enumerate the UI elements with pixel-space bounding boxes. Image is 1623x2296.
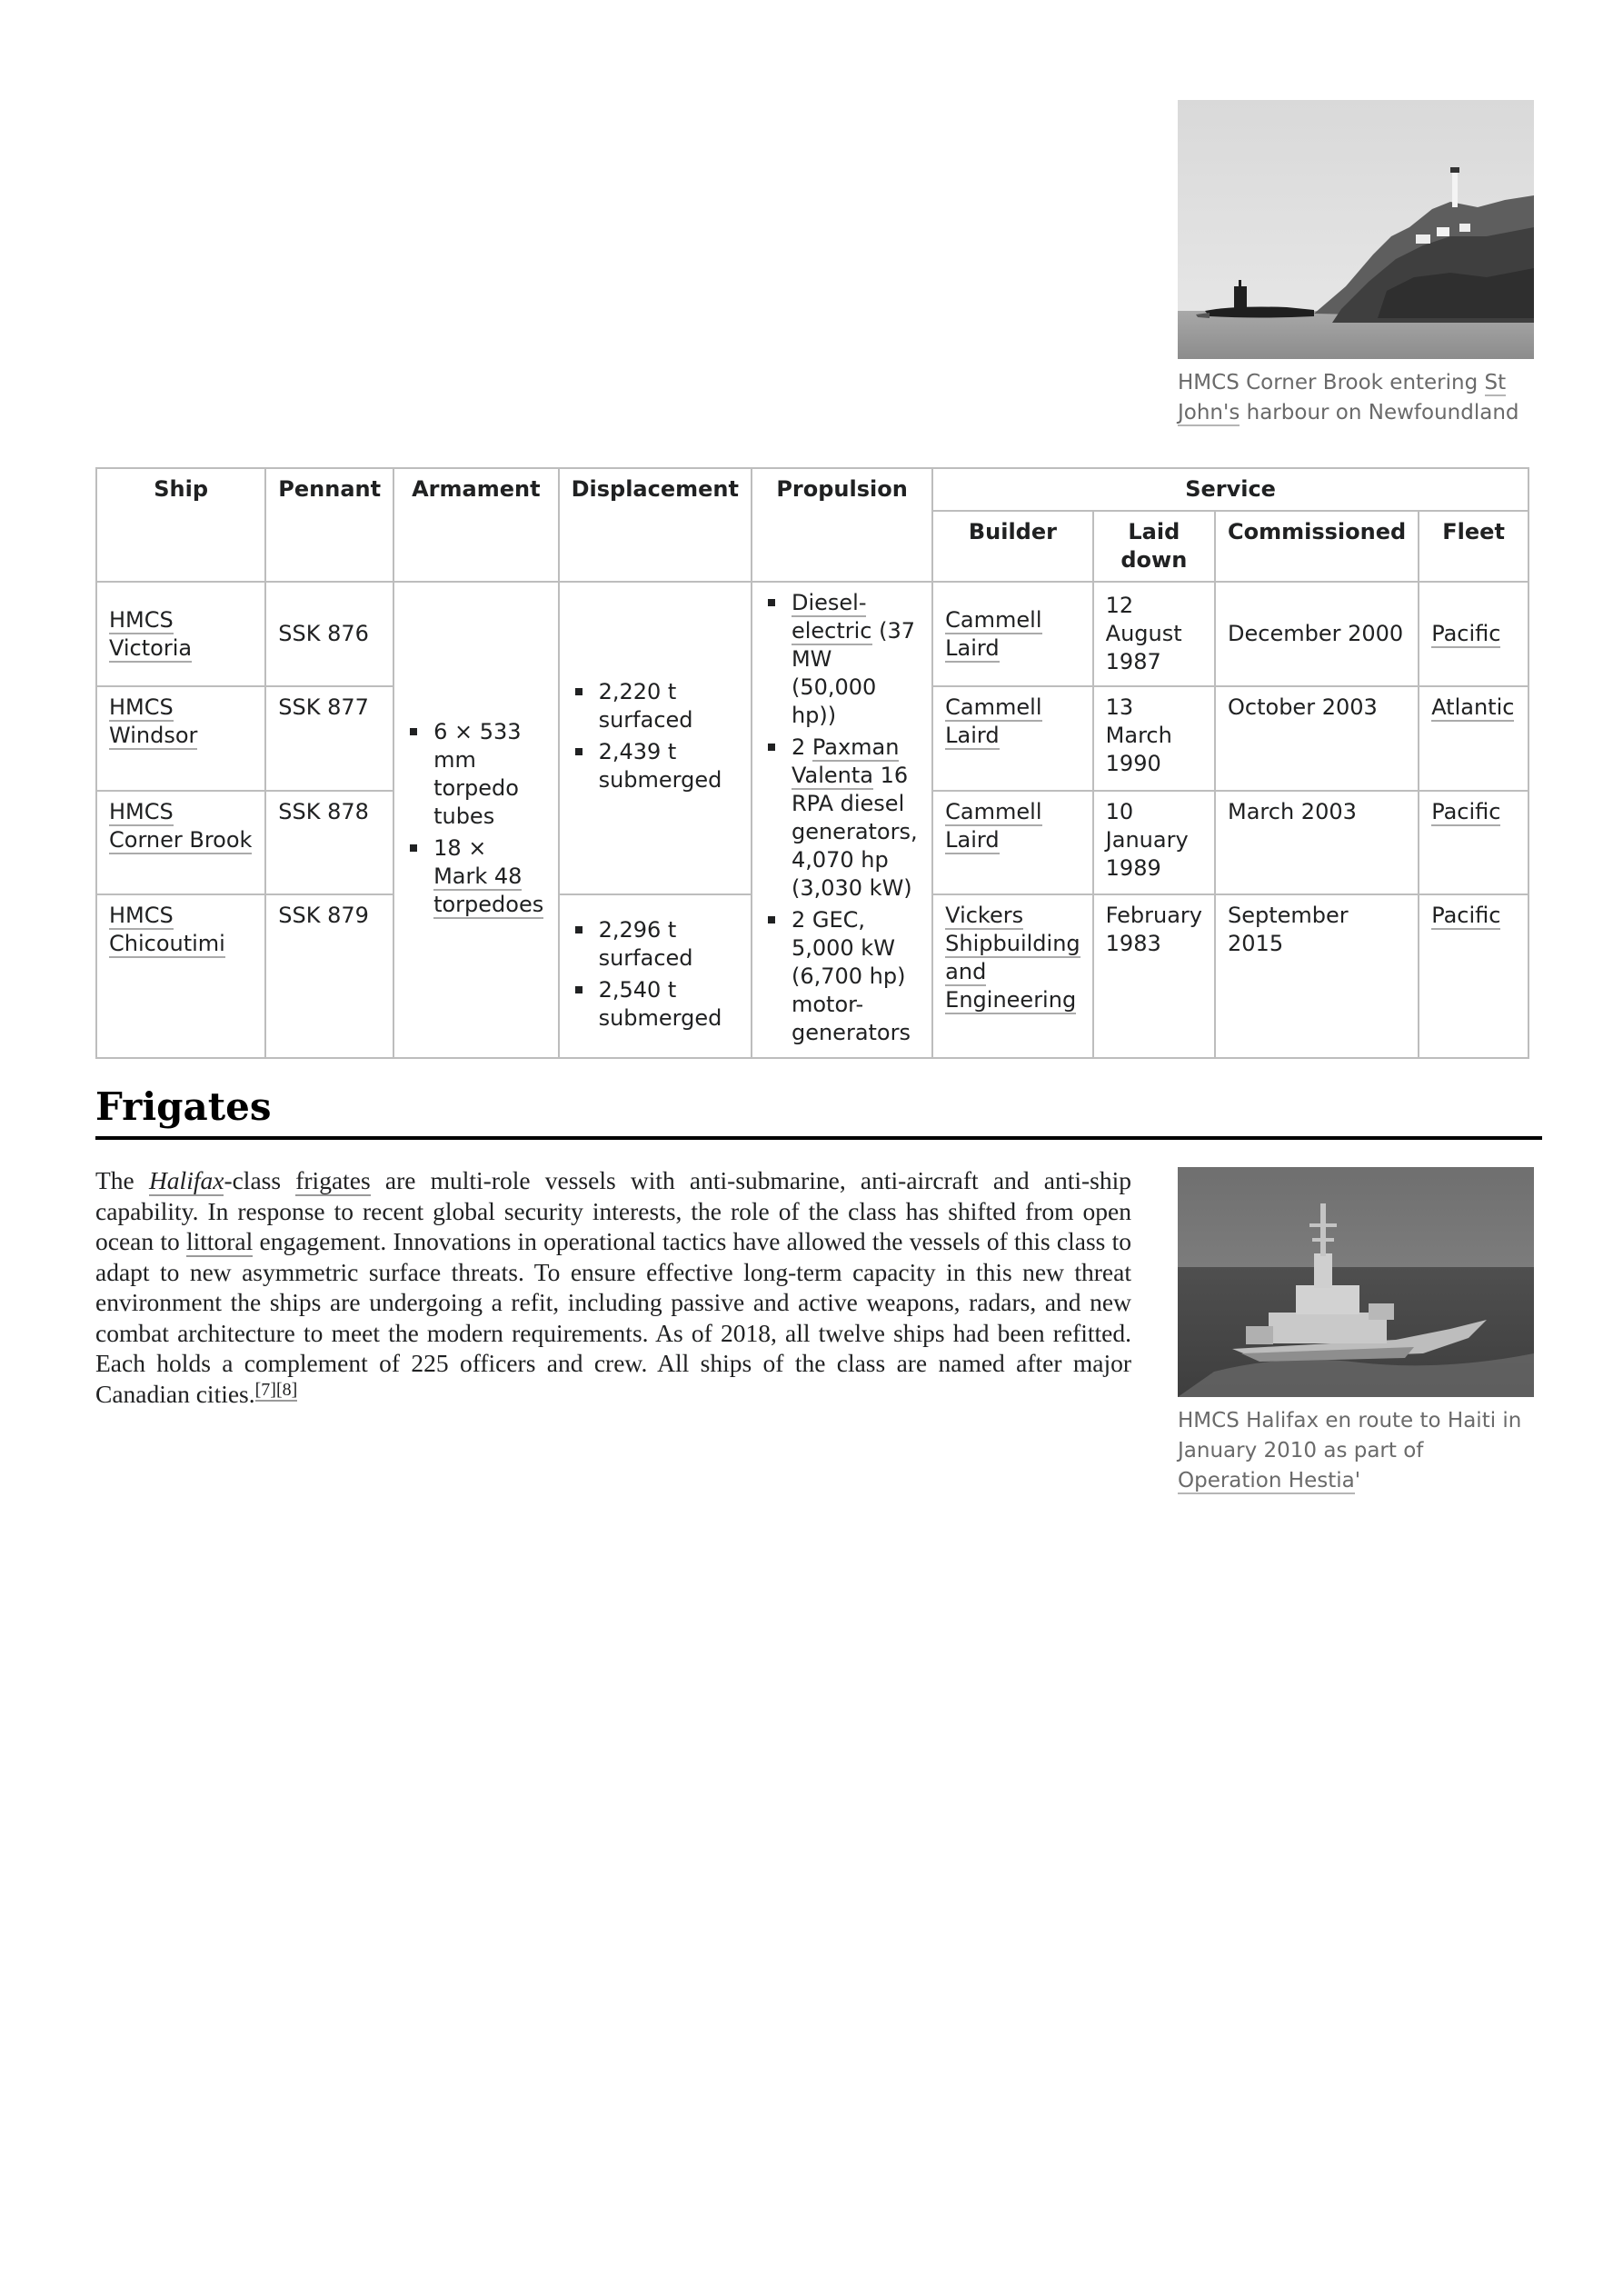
fleet-link[interactable]: Atlantic [1431, 694, 1515, 721]
displacement-list [572, 678, 739, 794]
frigate-photo[interactable] [1178, 1167, 1534, 1397]
builder-cell [932, 791, 1092, 894]
header-pennant: Pennant [265, 468, 393, 582]
figure-halifax [1178, 1167, 1534, 1496]
header-builder: Builder [932, 511, 1092, 582]
ship-cell [96, 791, 265, 894]
fleet-cell [1419, 582, 1528, 686]
fleet-link[interactable]: Pacific [1431, 902, 1501, 928]
list-item: 2,296 t surfaced [599, 916, 739, 973]
propulsion-text: (37 MW (50,000 hp)) [791, 618, 916, 728]
reference-link[interactable]: [7] [254, 1379, 276, 1400]
ship-link[interactable]: HMCS Victoria [109, 606, 193, 661]
figure-corner-brook [1178, 100, 1534, 428]
pennant-cell: SSK 878 [265, 791, 393, 894]
frigates-link[interactable]: frigates [295, 1166, 371, 1194]
commissioned-cell: September 2015 [1215, 894, 1419, 1058]
propulsion-text: 2 [791, 734, 812, 760]
caption-text-end: harbour on Newfoundland [1240, 401, 1519, 424]
reference-link[interactable]: [8] [275, 1379, 298, 1400]
figure-caption [1178, 368, 1534, 428]
header-commissioned: Commissioned [1215, 511, 1419, 582]
section-heading-frigates: Frigates [95, 1083, 1542, 1140]
builder-link[interactable]: Cammell Laird [945, 606, 1042, 661]
laid-down-cell: 12 August 1987 [1093, 582, 1215, 686]
header-fleet: Fleet [1419, 511, 1528, 582]
table-row [96, 582, 1528, 686]
propulsion-text: 16 RPA diesel generators, 4,070 hp (3,030 kW) [791, 763, 918, 901]
ship-cell [96, 686, 265, 790]
displacement-cell [559, 894, 752, 1058]
littoral-link[interactable]: littoral [185, 1227, 254, 1255]
fleet-cell [1419, 894, 1528, 1058]
builder-cell [932, 894, 1092, 1058]
fleet-link[interactable]: Pacific [1431, 798, 1501, 824]
laid-down-cell: 13 March 1990 [1093, 686, 1215, 790]
laid-down-cell: 10 January 1989 [1093, 791, 1215, 894]
displacement-cell [559, 582, 752, 894]
paragraph-text: engagement. Innovations in operational tactics have allowed the vessels of this class to adapt to new asymmetric surface threats. To ensure effective long-term capacity in this new threat environment the ships are undergoing a refit, including passive and active weapons, radars, and new combat architecture to meet the modern requirements. As of 2018, all twelve ships had been refitted. Each holds a complement of 225 officers and crew. All ships of the class are named after major Canadian cities. [95, 1227, 1131, 1408]
commissioned-cell: October 2003 [1215, 686, 1419, 790]
list-item: 18 × Mark 48 torpedoes [433, 834, 546, 919]
caption-text: HMCS Corner Brook entering [1178, 371, 1485, 394]
st-johns-link[interactable]: St John's [1178, 371, 1507, 424]
pennant-cell: SSK 879 [265, 894, 393, 1058]
ship-cell [96, 582, 265, 686]
list-item: 2,439 t submerged [599, 738, 739, 794]
paragraph-text: -class [224, 1166, 296, 1194]
laid-down-cell: February 1983 [1093, 894, 1215, 1058]
propulsion-cell [752, 582, 932, 1058]
displacement-list [572, 916, 739, 1033]
frigates-paragraph [95, 1165, 1131, 1409]
propulsion-list [764, 589, 920, 1047]
halifax-link[interactable]: Halifax [148, 1166, 224, 1194]
armament-list [406, 718, 546, 919]
armament-cell [393, 582, 559, 1058]
header-ship: Ship [96, 468, 265, 582]
header-propulsion: Propulsion [752, 468, 932, 582]
ship-link[interactable]: HMCS Corner Brook [109, 798, 253, 853]
caption-text-end: ' [1354, 1469, 1361, 1492]
list-item: 2,540 t submerged [599, 976, 739, 1033]
builder-link[interactable]: Cammell Laird [945, 798, 1042, 853]
list-item: 2,220 t surfaced [599, 678, 739, 734]
pennant-cell: SSK 877 [265, 686, 393, 790]
ship-link[interactable]: HMCS Windsor [109, 694, 198, 749]
paxman-valenta-link[interactable]: Paxman Valenta [791, 734, 900, 788]
paragraph-text: are multi-role vessels with anti-submarine, anti-aircraft and anti-ship capability. In response to recent global security interests, the role of the class has shifted from open ocean to [95, 1166, 1131, 1255]
commissioned-cell: December 2000 [1215, 582, 1419, 686]
ship-link[interactable]: HMCS Chicoutimi [109, 902, 225, 956]
header-armament: Armament [393, 468, 559, 582]
list-item: 6 × 533 mm torpedo tubes [433, 718, 546, 831]
paragraph-text: The [95, 1166, 149, 1194]
reference-7[interactable] [255, 1380, 276, 1402]
builder-link[interactable]: Cammell Laird [945, 694, 1042, 749]
builder-cell [932, 582, 1092, 686]
fleet-cell [1419, 686, 1528, 790]
ship-cell [96, 894, 265, 1058]
list-item [792, 589, 920, 730]
list-item [792, 734, 920, 903]
caption-text: HMCS Halifax en route to Haiti in January 2010 as part of [1178, 1409, 1522, 1462]
fleet-link[interactable]: Pacific [1431, 621, 1501, 647]
pennant-cell: SSK 876 [265, 582, 393, 686]
diesel-electric-link[interactable]: Diesel-electric [791, 590, 872, 644]
operation-hestia-link[interactable]: Operation Hestia [1178, 1469, 1355, 1492]
builder-cell [932, 686, 1092, 790]
submarine-table [95, 467, 1529, 1059]
builder-link[interactable]: Vickers Shipbuilding and Engineering [945, 902, 1080, 1013]
reference-8[interactable] [276, 1380, 297, 1402]
header-displacement: Displacement [559, 468, 752, 582]
commissioned-cell: March 2003 [1215, 791, 1419, 894]
list-item: 2 GEC, 5,000 kW (6,700 hp) motor-generators [792, 906, 920, 1047]
header-service: Service [932, 468, 1528, 511]
mark-48-link[interactable]: Mark 48 torpedoes [433, 863, 544, 917]
fleet-cell [1419, 791, 1528, 894]
header-laid-down: Laid down [1093, 511, 1215, 582]
figure-caption [1178, 1406, 1534, 1496]
submarine-harbour-photo[interactable] [1178, 100, 1534, 359]
